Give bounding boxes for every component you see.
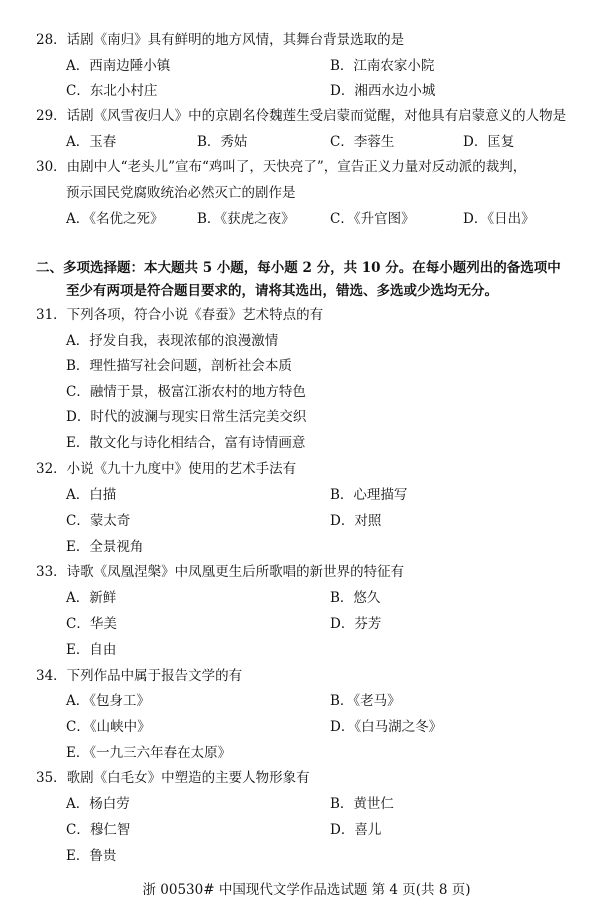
option-29-d: D．匡复 [463,134,515,150]
option-33-e: E．自由 [66,642,117,658]
option-31-a: A．抒发自我，表现浓郁的浪漫激情 [66,333,279,349]
option-29-a: A．玉春 [66,134,117,150]
section-2-heading: 二、多项选择题：本大题共 5 小题，每小题 2 分，共 10 分。在每小题列出的备选项中 [36,260,561,276]
option-31-b: B．理性描写社会问题，剖析社会本质 [66,358,292,374]
question-28: 28．话剧《南归》具有鲜明的地方风情，其舞台背景选取的是 [36,32,405,48]
option-32-a: A．白描 [66,487,117,503]
option-32-e: E．全景视角 [66,539,144,555]
option-34-d: D．《白马湖之冬》 [330,719,443,735]
question-33: 33．诗歌《凤凰涅槃》中凤凰更生后所歌唱的新世界的特征有 [36,564,405,580]
option-35-d: D．喜儿 [330,822,382,838]
option-31-c: C．融情于景，极富江浙农村的地方特色 [66,384,306,400]
option-31-d: D．时代的波澜与现实日常生活完美交织 [66,409,307,425]
option-28-d: D．湘西水边小城 [330,83,436,99]
question-35: 35．歌剧《白毛女》中塑造的主要人物形象有 [36,770,310,786]
option-35-a: A．杨白劳 [66,796,130,812]
option-28-a: A．西南边陲小镇 [66,58,171,74]
option-30-b: B．《获虎之夜》 [197,211,295,227]
option-29-c: C．李蓉生 [330,134,395,150]
option-33-c: C．华美 [66,616,117,632]
option-34-c: C．《山峡中》 [66,719,151,735]
option-35-b: B．黄世仁 [330,796,394,812]
option-35-c: C．穆仁智 [66,822,131,838]
option-34-b: B．《老马》 [330,693,401,709]
option-33-b: B．悠久 [330,590,381,606]
option-33-d: D．芬芳 [330,616,382,632]
option-30-c: C．《升官图》 [330,211,415,227]
option-32-b: B．心理描写 [330,487,408,503]
option-28-b: B．江南农家小院 [330,58,435,74]
question-29: 29．话剧《风雪夜归人》中的京剧名伶魏莲生受启蒙而觉醒，对他具有启蒙意义的人物是 [36,108,567,124]
question-30: 30．由剧中人“老头儿”宣布“鸡叫了，天快亮了”，宣告正义力量对反动派的裁判， [36,159,527,175]
option-30-d: D．《日出》 [463,211,535,227]
option-31-e: E．散文化与诗化相结合，富有诗情画意 [66,435,306,451]
option-29-b: B．秀姑 [197,134,248,150]
option-34-e: E．《一九三六年春在太原》 [66,745,232,761]
option-28-c: C．东北小村庄 [66,83,158,99]
option-35-e: E．鲁贵 [66,848,117,864]
question-32: 32．小说《九十九度中》使用的艺术手法有 [36,461,297,477]
option-34-a: A．《包身工》 [66,693,150,709]
option-33-a: A．新鲜 [66,590,117,606]
option-32-d: D．对照 [330,513,382,529]
question-30-line2: 预示国民党腐败统治必然灭亡的剧作是 [66,185,296,201]
page-footer: 浙 00530# 中国现代文学作品选试题 第 4 页(共 8 页) [142,882,471,898]
section-2-heading-line2: 至少有两项是符合题目要求的，请将其选出，错选、多选或少选均无分。 [66,283,498,299]
question-31: 31．下列各项，符合小说《春蚕》艺术特点的有 [36,307,324,323]
option-32-c: C．蒙太奇 [66,513,131,529]
question-34: 34．下列作品中属于报告文学的有 [36,668,243,684]
option-30-a: A．《名优之死》 [66,211,164,227]
